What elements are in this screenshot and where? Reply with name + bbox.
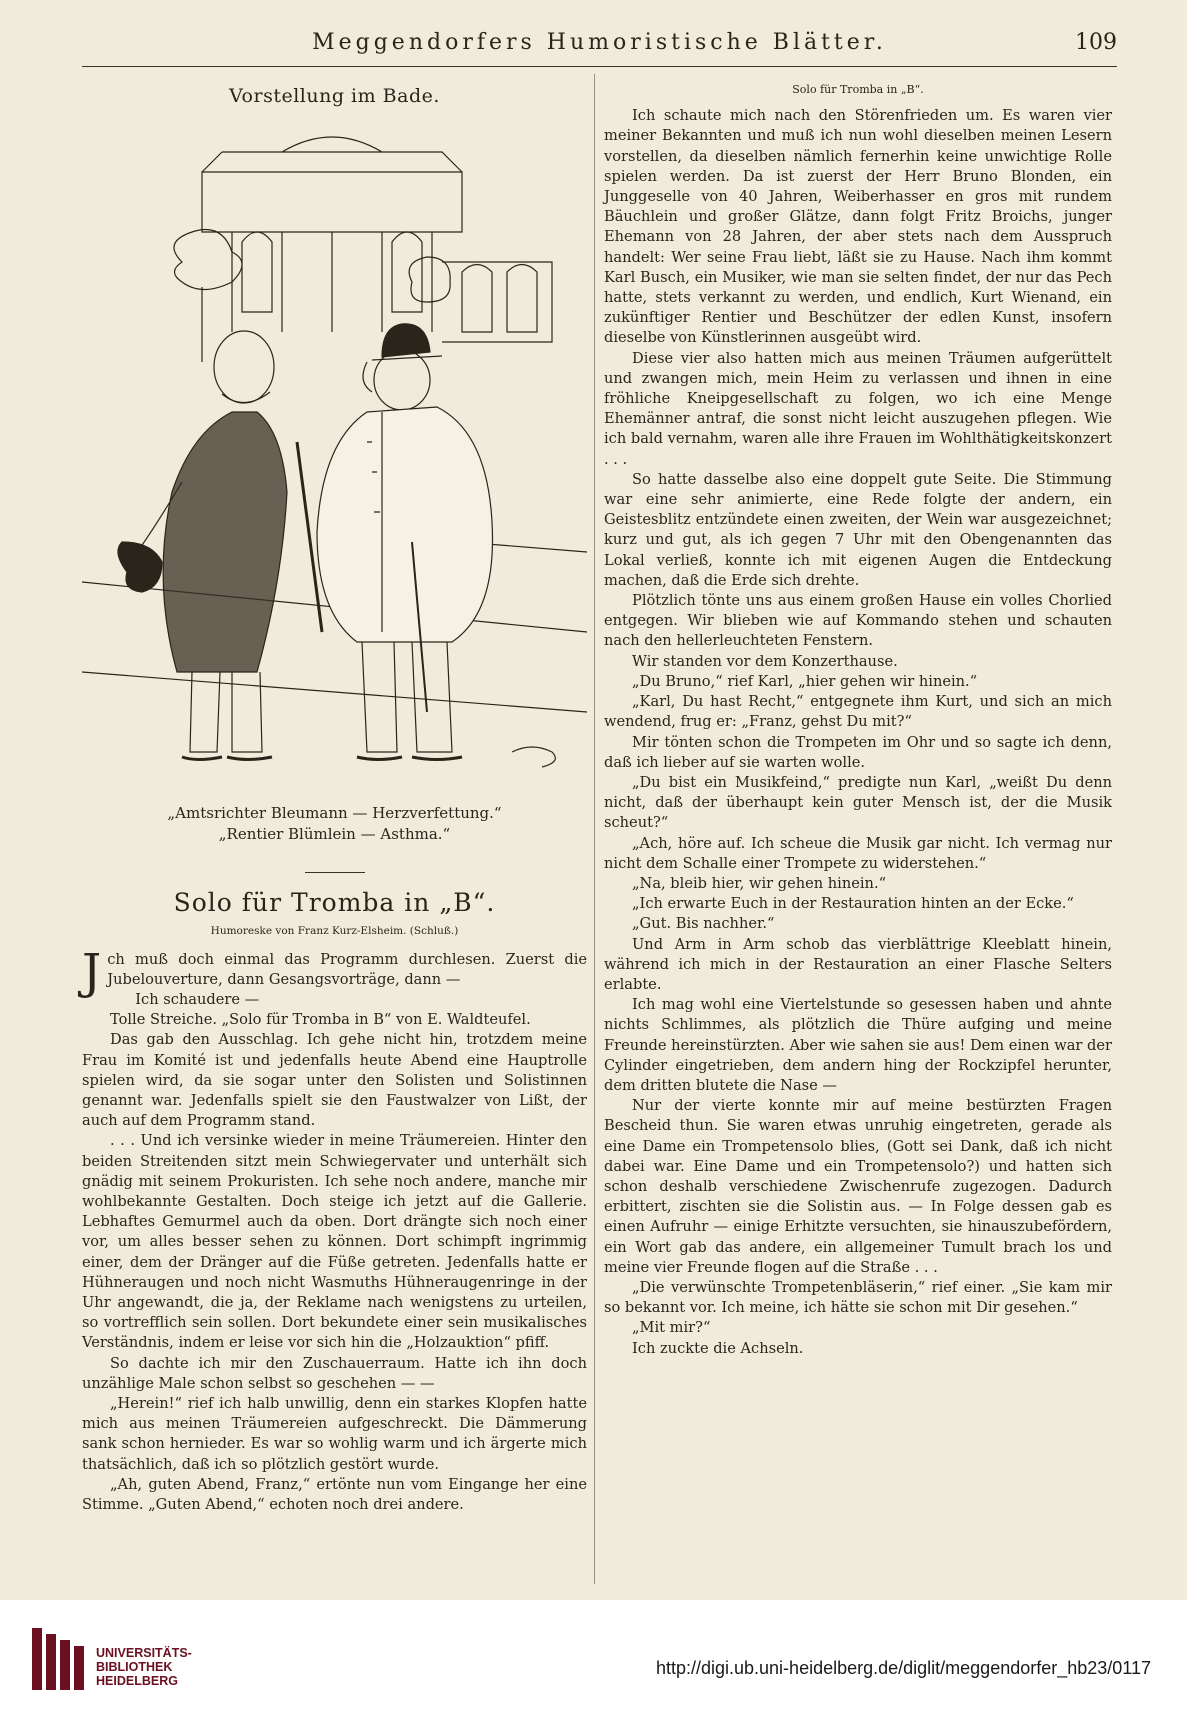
paragraph: „Na, bleib hier, wir gehen hinein.“ [632,874,887,892]
paragraph: „Ah, guten Abend, Franz,“ ertönte nun vom Eingange her eine Stimme. „Guten Abend,“ echoten noch drei andere. [82,1475,587,1514]
paragraph: „Die verwünschte Trompetenbläserin,“ rief einer. „Sie kam mir so bekannt vor. Ich meine, ich hätte sie schon mit Dir gesehen.“ [604,1278,1112,1317]
paragraph-first: Jch muß doch einmal das Programm durchlesen. Zuerst die Jubelouverture, dann Gesangsvorträge, dann — [82,943,587,1000]
paragraph: „Karl, Du hast Recht,“ entgegnete ihm Kurt, und sich an mich wendend, frug er: „Franz, gehst Du mit?“ [604,693,1112,731]
illustration-title: Vorstellung im Bade. [229,85,440,107]
paragraph: Ich schaute mich nach den Störenfrieden um. Es waren vier meiner Bekannten und muß ich nun wohl dieselben meinen Lesern vorstellen, da dieselben nämlich fernerhin keine unwichtige Rolle spielen werden. Da ist zuerst der Herr Bruno Blonden, ein Junggeselle von 40 Jahren, Weiberhasser en gros mit rundem Bäuchlein und großer Glätze, dann folgt Fritz Broichs, junger Ehemann von 28 Jahren, der aber stets nach dem Ausspruch handelt: Wer seine Frau liebt, läßt sie zu Hause. Nach ihm kommt Karl Busch, ein Musiker, wie man sie selten findet, der nur das Pech hatte, stets verkannt zu werden, und endlich, Kurt Wienand, ein zukünftiger Rentier und Beschützer der edlen Kunst, insofern dieselbe von Künstlerinnen ausgeübt wird. [604,107,1112,347]
paragraph: „Herein!“ rief ich halb unwillig, denn ein starkes Klopfen hatte mich aus meinen Träumereien aufgeschreckt. Die Dämmerung sank schon hernieder. Es war so wohlig warm und ich ärgerte mich thatsächlich, daß ich so plötzlich gestört wurde. [82,1395,587,1473]
drop-cap: J [82,943,102,1000]
paragraph: „Du bist ein Musikfeind,“ predigte nun Karl, „weißt Du denn nicht, daß der überhaupt kein guter Mensch ist, der die Musik scheut?“ [604,773,1112,832]
paragraph: „Gut. Bis nachher.“ [632,915,775,933]
magazine-title: Meggendorfers Humoristische Blätter. [312,30,887,55]
column-divider [594,74,595,1584]
paragraph: „Ach, höre auf. Ich scheue die Musik gar nicht. Ich vermag nur nicht dem Schalle einer Trompete zu widerstehen.“ [604,834,1112,872]
digitization-footer [0,1600,1187,1717]
left-column [82,74,587,1515]
paragraph: Plötzlich tönte uns aus einem großen Hause ein volles Chorlied entgegen. Wir blieben wie auf Kommando stehen und schauten nach den hellerleuchteten Fenstern. [604,592,1112,650]
running-head: Solo für Tromba in „B“. [792,83,924,96]
paragraph: . . . Und ich versinke wieder in meine Träumereien. Hinter den beiden Streitenden sitzt mein Schwiegervater und unterhält sich gnädig mit seinem Prokuristen. Ich sehe noch andere, manche mir wohlbekannte Gestalten. Doch steige ich jetzt auf die Gallerie. Lebhaftes Gemurmel auch da oben. Dort drängte sich noch einer vor, um alles besser sehen zu können. Dort schimpft ingrimmig einer, dem der Dränger auf die Füße getreten. Jedenfalls hatte er Hühneraugen und noch nicht Wasmuths Hühneraugenringe in der Uhr angewandt, die ja, der Reklame nach wenigstens zu urteilen, so vortrefflich sein sollen. Dort bekundete einer sein musikalisches Verständnis, indem er leise vor sich hin die „Holzauktion“ pfiff. [82,1132,587,1352]
university-library-logo-icon [28,1626,88,1692]
paragraph: Wir standen vor dem Konzerthause. [632,652,898,670]
section-divider [305,872,365,873]
paragraph: Ich zuckte die Achseln. [632,1339,804,1357]
paragraph: So hatte dasselbe also eine doppelt gute Seite. Die Stimmung war eine sehr animierte, eine Rede folgte der andern, ein Geistesblitz entzündete einen zweiten, der Wein war ausgezeichnet; kurz und gut, als ich gegen 7 Uhr mit den Obengenannten das Lokal verließ, konnte ich mit eigenen Augen die Entdeckung machen, daß die Erde sich drehte. [604,470,1112,589]
cartoon-illustration [82,112,587,802]
paragraph: „Du Bruno,“ rief Karl, „hier gehen wir hinein.“ [632,672,978,690]
paragraph: Nur der vierte konnte mir auf meine bestürzten Fragen Bescheid thun. Sie waren etwas unruhig eingetreten, gerade als eine Dame ein Trompetensolo blies, (Gott sei Dank, daß ich nicht dabei war. Eine Dame und ein Trompetensolo?) und hatten sich schon deshalb verschiedene Zwischenrufe zugezogen. Dadurch erbittert, zischten sie die Solistin aus. — In Folge dessen gab es einen Aufruhr — einige Erhitzte versuchten, sie hinauszubefördern, ein Wort gab das andere, ein allgemeiner Tumult brach los und meine vier Freunde flogen auf die Straße . . . [604,1097,1112,1276]
paragraph: Mir tönten schon die Trompeten im Ohr und so sagte ich denn, daß ich lieber auf sie warten wolle. [604,733,1112,771]
page-header [82,26,1117,67]
paragraph: Tolle Streiche. „Solo für Tromba in B“ von E. Waldteufel. [110,1011,531,1029]
library-name: UNIVERSITÄTS- BIBLIOTHEK HEIDELBERG [96,1646,192,1688]
caption-line-2: „Rentier Blümlein — Asthma.“ [218,825,451,844]
story-title: Solo für Tromba in „B“. [173,888,496,918]
story-byline: Humoreske von Franz Kurz-Elsheim. (Schluß.) [210,925,459,938]
paragraph: Ich mag wohl eine Viertelstunde so gesessen haben und ahnte nichts Schlimmes, als plötzlich die Thüre aufging und meine Freunde hereinstürzten. Aber wie sahen sie aus! Dem einen war der Cylinder eingetrieben, dem andern hing der Rockzipfel herunter, dem dritten blutete die Nase — [604,996,1112,1094]
paragraph: „Mit mir?“ [632,1319,711,1337]
page-number: 109 [1075,30,1117,55]
paragraph: Ich schaudere — [135,991,260,1009]
paragraph: Und Arm in Arm schob das vierblättrige Kleeblatt hinein, während ich mich in der Restauration an einer Flasche Selters erlabte. [604,935,1112,993]
paragraph: „Ich erwarte Euch in der Restauration hinten an der Ecke.“ [632,895,1074,913]
right-column [604,74,1112,1359]
caption-line-1: „Amtsrichter Bleumann — Herzverfettung.“ [167,804,502,823]
paragraph: Das gab den Ausschlag. Ich gehe nicht hin, trotzdem meine Frau im Komité ist und jedenfalls heute Abend eine Hauptrolle spielen wird, da sie sogar unter den Solisten und Solistinnen genannt war. Jedenfalls spielt sie den Faustwalzer von Lißt, der auch auf dem Programm stand. [82,1031,587,1130]
paragraph: So dachte ich mir den Zuschauerraum. Hatte ich ihn doch unzählige Male schon selbst so geschehen — — [82,1354,587,1392]
paragraph: Diese vier also hatten mich aus meinen Träumen aufgerüttelt und zwangen mich, mein Heim zu verlassen und ihnen in eine fröhliche Kneipgesellschaft zu folgen, wo ich eine Menge Ehemänner antraf, die sonst nicht leicht auszugehen pflegen. Wie ich bald vernahm, waren alle ihre Frauen im Wohlthätigkeitskonzert . . . [604,349,1112,468]
source-url-link[interactable]: http://digi.ub.uni-heidelberg.de/diglit/meggendorfer_hb23/0117 [655,1658,1151,1678]
